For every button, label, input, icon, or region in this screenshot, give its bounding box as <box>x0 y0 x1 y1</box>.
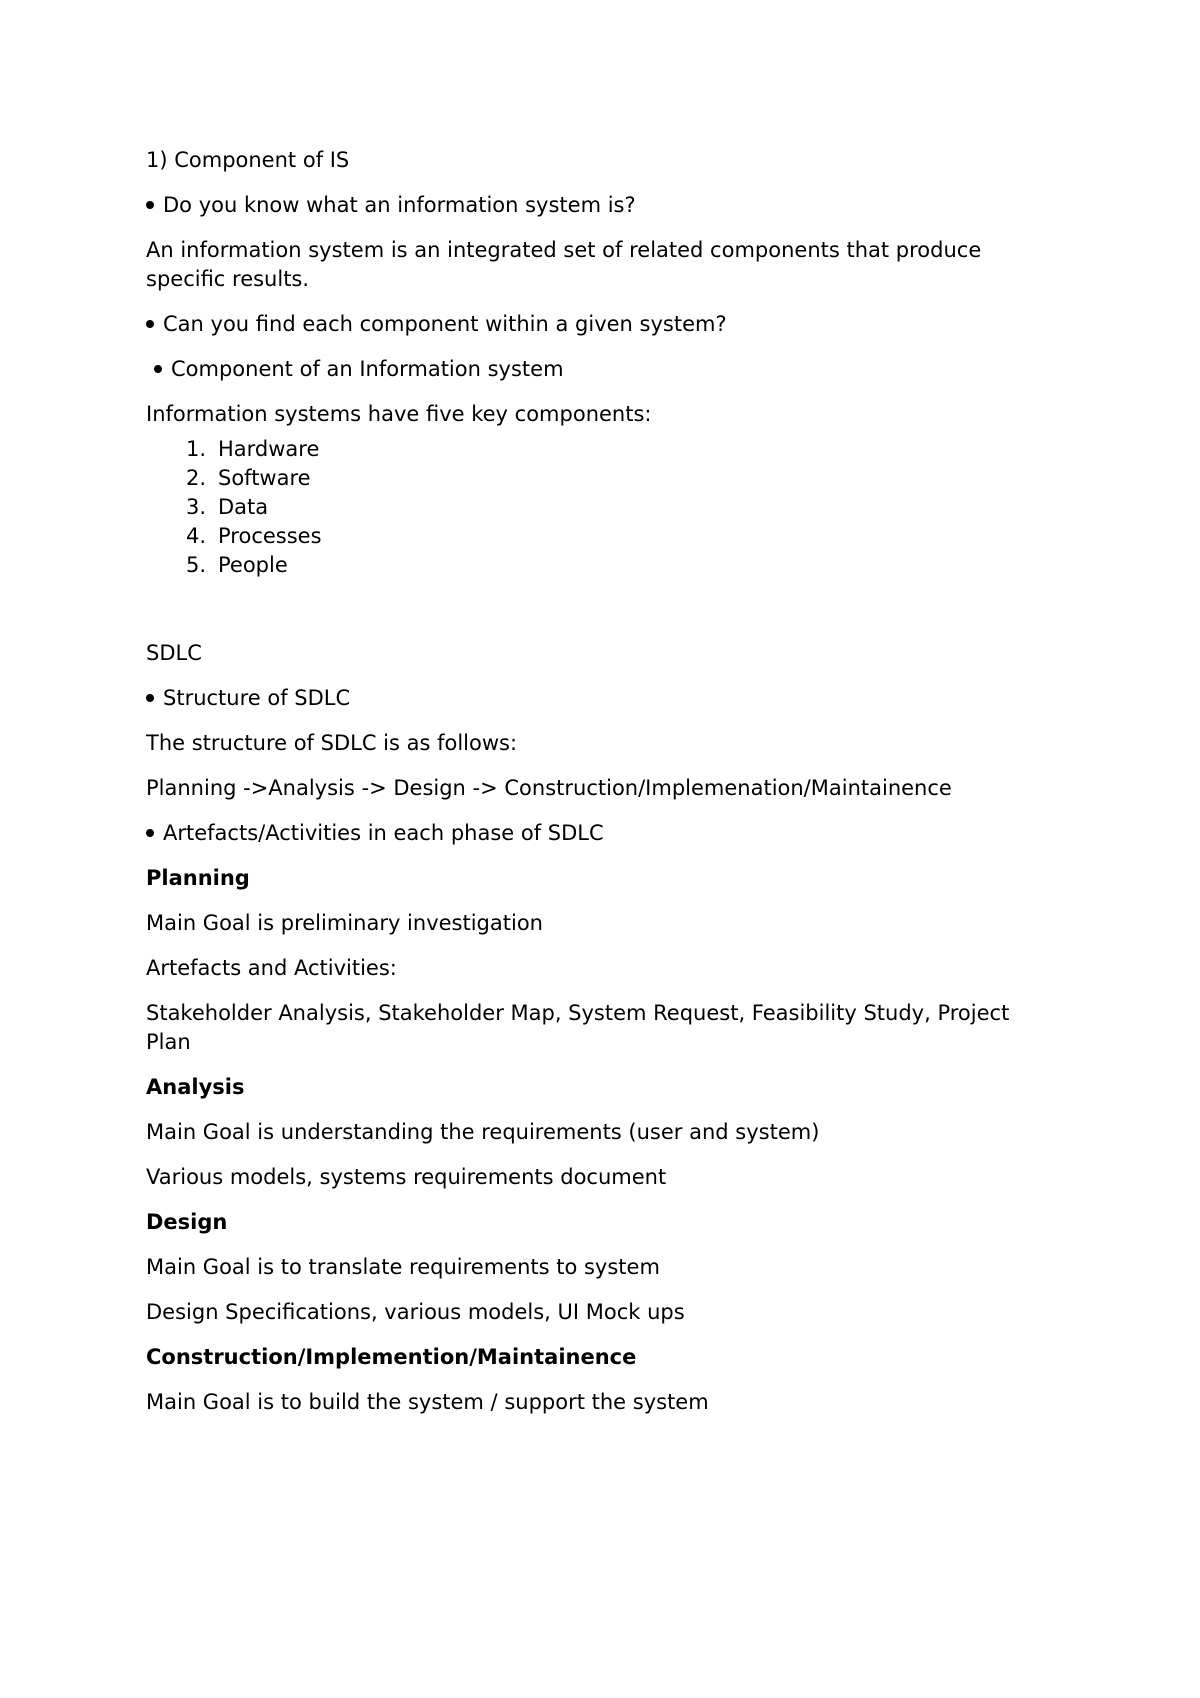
planning-goal: Main Goal is preliminary investigation <box>146 911 543 935</box>
sdlc-structure-flow: Planning ->Analysis -> Design -> Construction/Implemenation/Maintainence <box>146 776 952 800</box>
bullet-text: Artefacts/Activities in each phase of SDLC <box>163 821 604 845</box>
bullet-dot-icon <box>146 829 154 837</box>
design-goal: Main Goal is to translate requirements to system <box>146 1255 660 1279</box>
bullet-text: Do you know what an information system is? <box>163 193 636 217</box>
heading-construction: Construction/Implemention/Maintainence <box>146 1345 637 1369</box>
list-item <box>146 493 1056 522</box>
bullet-text: Can you find each component within a given system? <box>163 312 727 336</box>
bullet-component-of-is <box>146 355 1056 384</box>
is-definition: An information system is an integrated set of related components that produce specific results. <box>146 238 982 291</box>
section-title-component-of-is: 1) Component of IS <box>146 148 350 172</box>
bullet-dot-icon <box>146 201 154 209</box>
design-artefacts: Design Specifications, various models, UI Mock ups <box>146 1300 685 1324</box>
bullet-text: Component of an Information system <box>171 357 564 381</box>
components-intro: Information systems have five key components: <box>146 402 652 426</box>
heading-design: Design <box>146 1210 228 1234</box>
list-number: 4. <box>185 524 206 548</box>
bullet-artefacts-activities <box>146 819 1056 848</box>
list-number: 3. <box>185 495 206 519</box>
list-label: People <box>218 553 288 577</box>
list-label: Processes <box>218 524 322 548</box>
planning-artefacts: Stakeholder Analysis, Stakeholder Map, System Request, Feasibility Study, Project Plan <box>146 1001 1010 1054</box>
list-item <box>146 551 1056 580</box>
analysis-goal: Main Goal is understanding the requirements (user and system) <box>146 1120 820 1144</box>
list-label: Data <box>218 495 269 519</box>
heading-analysis: Analysis <box>146 1075 245 1099</box>
document-page <box>146 146 1056 1433</box>
bullet-dot-icon <box>154 365 162 373</box>
planning-artefacts-label: Artefacts and Activities: <box>146 956 397 980</box>
components-list <box>146 435 1056 580</box>
construction-goal: Main Goal is to build the system / support the system <box>146 1390 709 1414</box>
list-item <box>146 464 1056 493</box>
bullet-dot-icon <box>146 694 154 702</box>
list-label: Software <box>218 466 311 490</box>
list-item <box>146 435 1056 464</box>
analysis-artefacts: Various models, systems requirements document <box>146 1165 667 1189</box>
heading-planning: Planning <box>146 866 250 890</box>
section-spacer <box>146 580 1056 639</box>
list-number: 1. <box>185 437 206 461</box>
bullet-find-component <box>146 310 1056 339</box>
list-label: Hardware <box>218 437 320 461</box>
list-number: 5. <box>185 553 206 577</box>
bullet-text: Structure of SDLC <box>163 686 351 710</box>
bullet-structure-of-sdlc <box>146 684 1056 713</box>
bullet-what-is-is <box>146 191 1056 220</box>
section-title-sdlc: SDLC <box>146 641 202 665</box>
sdlc-structure-intro: The structure of SDLC is as follows: <box>146 731 518 755</box>
list-number: 2. <box>185 466 206 490</box>
list-item <box>146 522 1056 551</box>
bullet-dot-icon <box>146 320 154 328</box>
